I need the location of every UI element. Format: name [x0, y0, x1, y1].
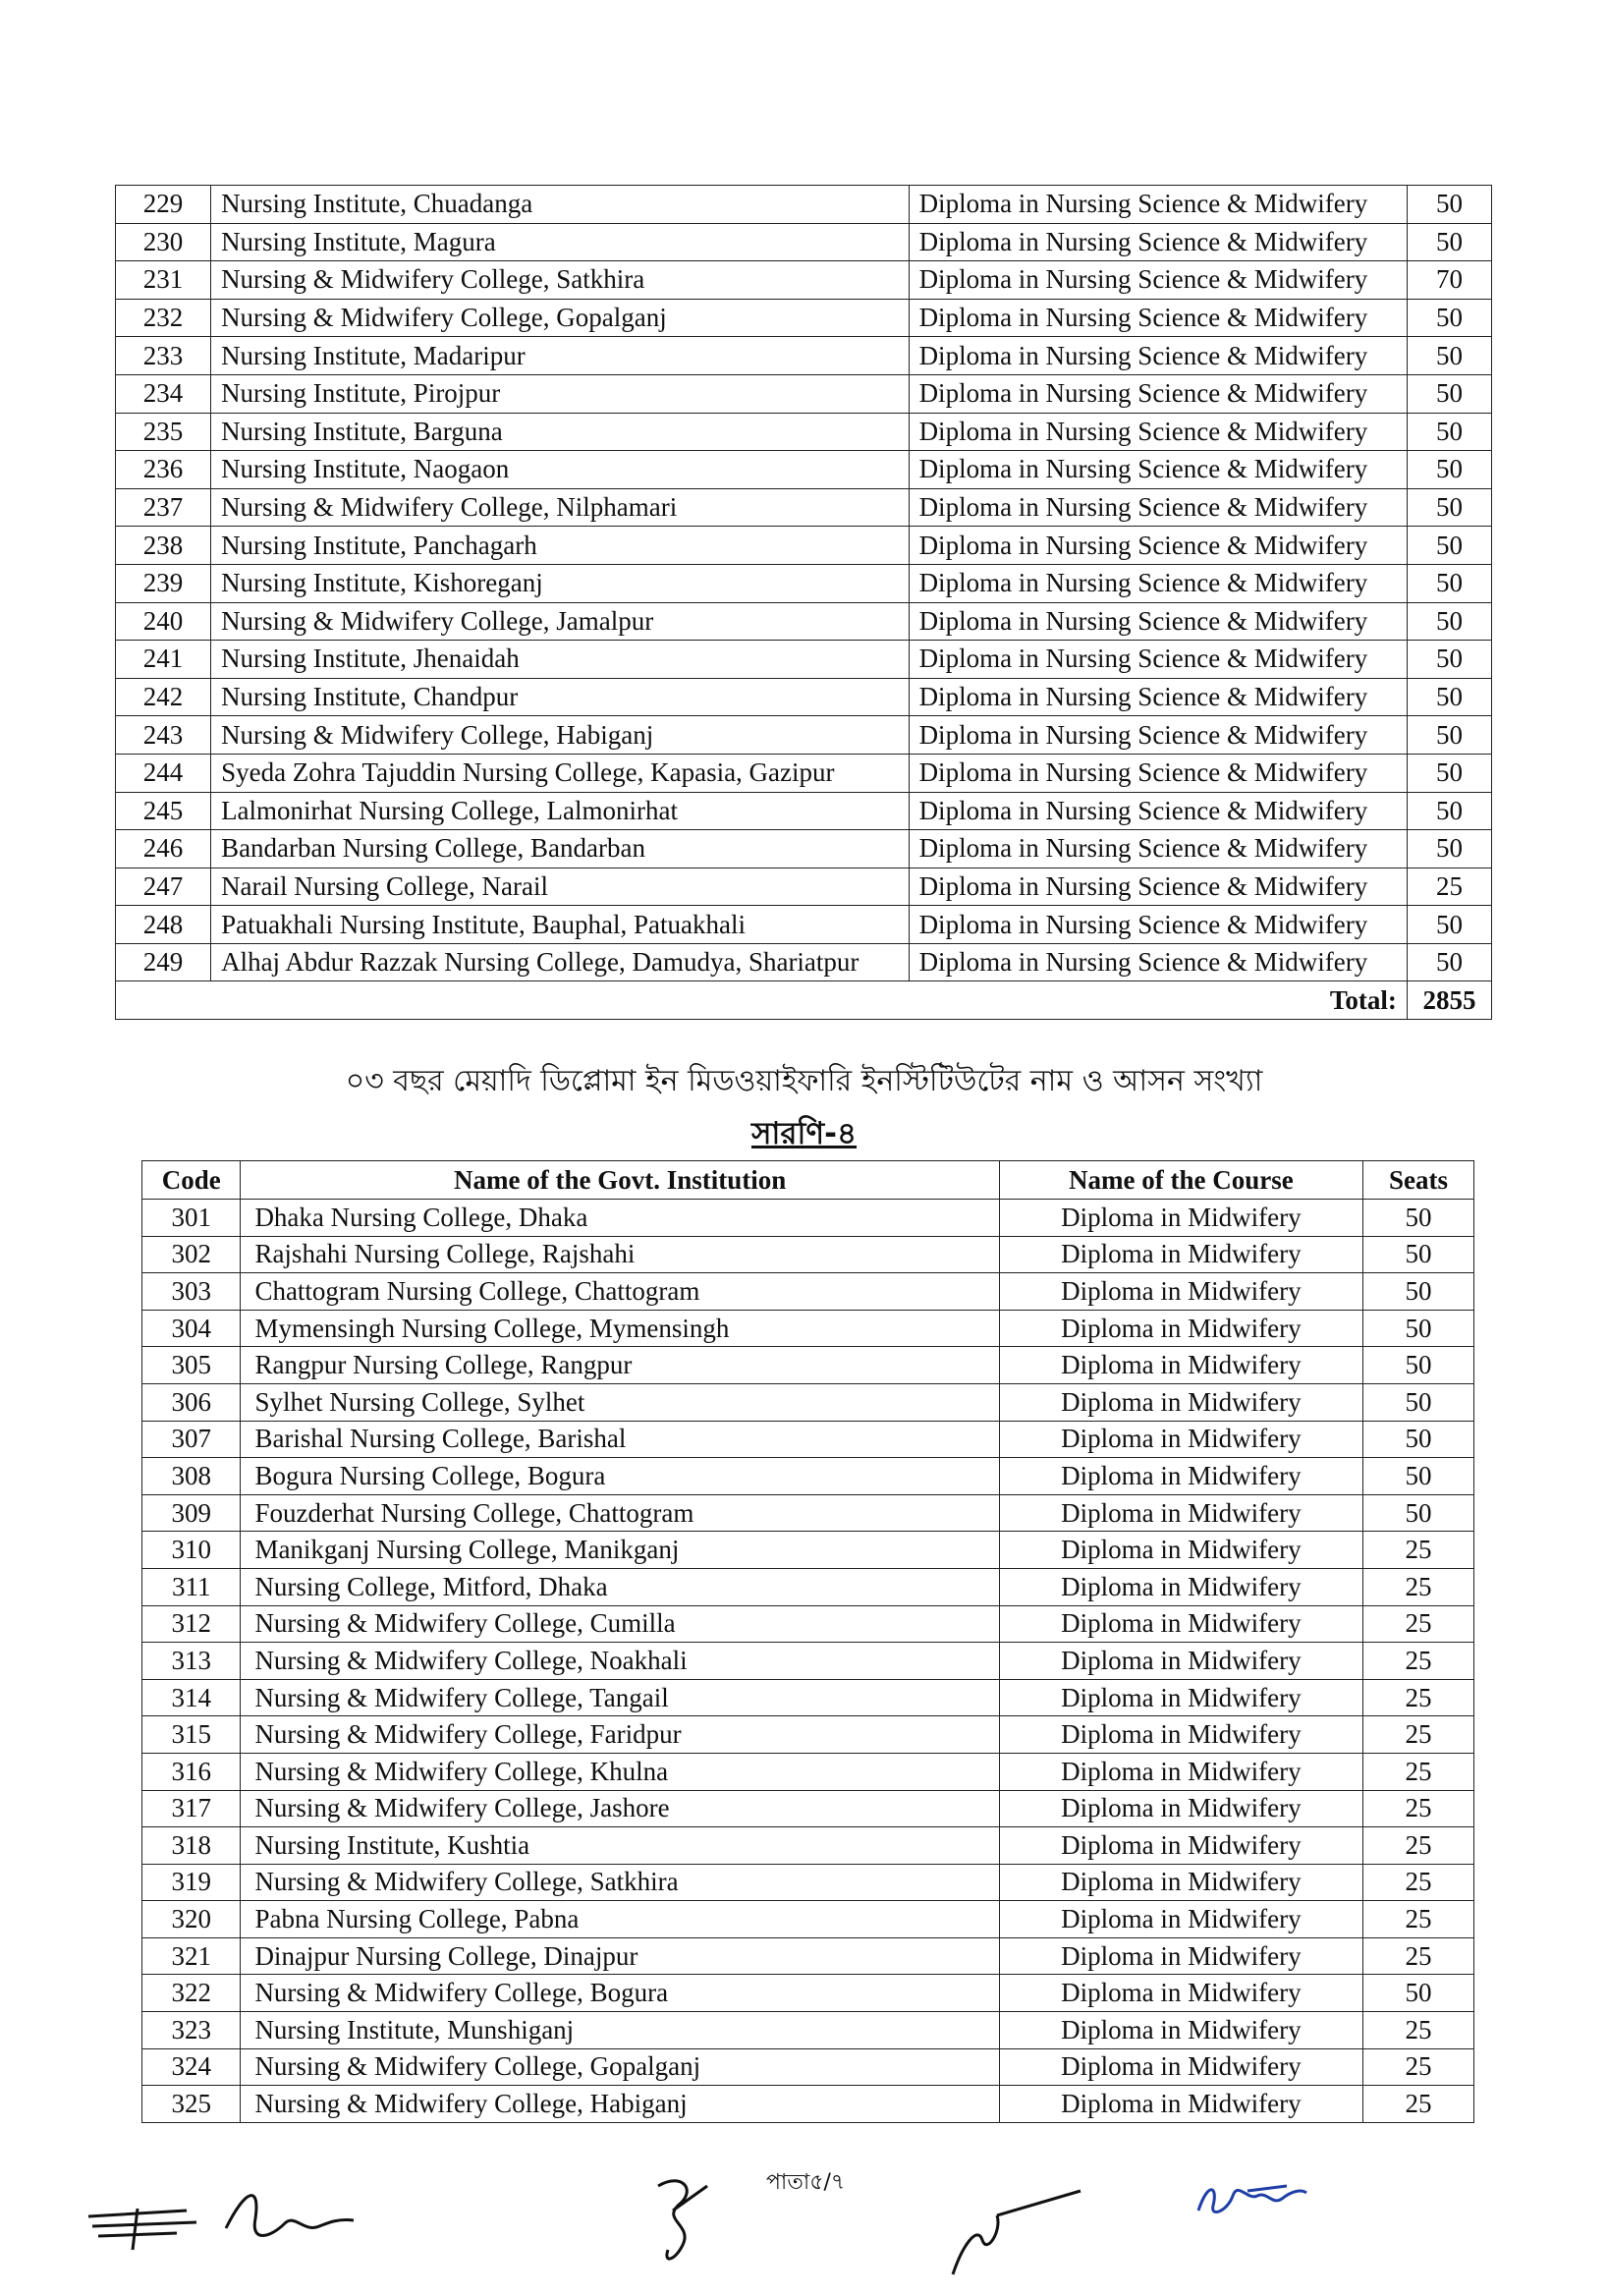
table-row: [116, 261, 1492, 300]
midwifery-institutions-table: [141, 1160, 1474, 2123]
row-course: Diploma in Midwifery: [999, 1200, 1362, 1237]
row-course: Diploma in Midwifery: [999, 1273, 1362, 1311]
row-seats: 50: [1362, 1236, 1473, 1273]
row-code: 244: [116, 754, 211, 792]
row-course: Diploma in Nursing Science & Midwifery: [909, 527, 1407, 565]
row-course: Diploma in Midwifery: [999, 1347, 1362, 1384]
row-code: 247: [116, 868, 211, 906]
table-row: [116, 641, 1492, 679]
row-course: Diploma in Nursing Science & Midwifery: [909, 564, 1407, 602]
row-institution: Nursing & Midwifery College, Gopalganj: [211, 299, 910, 337]
total-label: Total:: [116, 981, 1408, 1020]
row-seats: 25: [1362, 1864, 1473, 1901]
row-institution: Rajshahi Nursing College, Rajshahi: [241, 1236, 999, 1273]
row-course: Diploma in Midwifery: [999, 1568, 1362, 1605]
table-row: [116, 906, 1492, 944]
row-institution: Dhaka Nursing College, Dhaka: [241, 1200, 999, 1237]
row-code: 312: [142, 1605, 241, 1643]
row-seats: 25: [1407, 868, 1491, 906]
table-row: [142, 1383, 1474, 1421]
row-seats: 70: [1407, 261, 1491, 300]
row-institution: Lalmonirhat Nursing College, Lalmonirhat: [211, 792, 910, 830]
table-row: [142, 1753, 1474, 1790]
row-seats: 25: [1362, 1827, 1473, 1865]
row-course: Diploma in Midwifery: [999, 1236, 1362, 1273]
table-row: [142, 1494, 1474, 1532]
header-institution: Name of the Govt. Institution: [241, 1161, 999, 1200]
row-code: 242: [116, 678, 211, 716]
table-row: [116, 868, 1492, 906]
row-institution: Nursing & Midwifery College, Jamalpur: [211, 602, 910, 641]
row-seats: 50: [1407, 488, 1491, 527]
table-row: [116, 413, 1492, 451]
table-row: [142, 1310, 1474, 1347]
signature-1: [79, 2179, 373, 2258]
header-row: [142, 1161, 1474, 1200]
row-seats: 50: [1407, 223, 1491, 261]
row-code: 234: [116, 374, 211, 413]
table-row: [142, 1643, 1474, 1680]
row-seats: 25: [1362, 1605, 1473, 1643]
row-code: 306: [142, 1383, 241, 1421]
row-institution: Nursing Institute, Kishoreganj: [211, 564, 910, 602]
row-code: 325: [142, 2086, 241, 2123]
row-institution: Nursing & Midwifery College, Satkhira: [241, 1864, 999, 1901]
row-institution: Nursing & Midwifery College, Bogura: [241, 1975, 999, 2012]
row-course: Diploma in Midwifery: [999, 1383, 1362, 1421]
row-institution: Nursing Institute, Chuadanga: [211, 186, 910, 224]
table-row: [142, 1200, 1474, 1237]
row-course: Diploma in Nursing Science & Midwifery: [909, 337, 1407, 375]
signature-3: [943, 2186, 1090, 2284]
section-heading: ০৩ বছর মেয়াদি ডিপ্লোমা ইন মিডওয়াইফারি ইনস্টিটিউটের নাম ও আসন সংখ্যা: [345, 1064, 1263, 1098]
row-seats: 25: [1362, 1937, 1473, 1975]
row-seats: 25: [1362, 1753, 1473, 1790]
row-code: 249: [116, 943, 211, 981]
row-institution: Nursing Institute, Pirojpur: [211, 374, 910, 413]
row-code: 313: [142, 1643, 241, 1680]
table-row: [142, 2012, 1474, 2049]
row-course: Diploma in Nursing Science & Midwifery: [909, 792, 1407, 830]
table-body: [116, 186, 1492, 981]
row-seats: 50: [1362, 1273, 1473, 1311]
row-code: 316: [142, 1753, 241, 1790]
row-seats: 50: [1407, 413, 1491, 451]
table-row: [142, 1421, 1474, 1458]
table-body: [142, 1200, 1474, 2123]
table-row: [116, 374, 1492, 413]
row-course: Diploma in Midwifery: [999, 1643, 1362, 1680]
table-row: [116, 754, 1492, 792]
total-seats: 2855: [1407, 981, 1491, 1020]
page-number: পাতা৫/৭: [766, 2170, 846, 2195]
signature-4: [1189, 2171, 1316, 2230]
row-institution: Chattogram Nursing College, Chattogram: [241, 1273, 999, 1311]
row-institution: Nursing Institute, Panchagarh: [211, 527, 910, 565]
row-course: Diploma in Nursing Science & Midwifery: [909, 261, 1407, 300]
row-institution: Fouzderhat Nursing College, Chattogram: [241, 1494, 999, 1532]
row-institution: Rangpur Nursing College, Rangpur: [241, 1347, 999, 1384]
table-row: [116, 792, 1492, 830]
row-institution: Nursing College, Mitford, Dhaka: [241, 1568, 999, 1605]
row-institution: Nursing Institute, Madaripur: [211, 337, 910, 375]
row-code: 307: [142, 1421, 241, 1458]
row-institution: Nursing & Midwifery College, Cumilla: [241, 1605, 999, 1643]
row-code: 246: [116, 830, 211, 868]
row-institution: Nursing & Midwifery College, Faridpur: [241, 1716, 999, 1754]
row-course: Diploma in Midwifery: [999, 1679, 1362, 1716]
row-course: Diploma in Midwifery: [999, 1605, 1362, 1643]
row-course: Diploma in Nursing Science & Midwifery: [909, 830, 1407, 868]
row-seats: 25: [1362, 2012, 1473, 2049]
row-course: Diploma in Midwifery: [999, 1458, 1362, 1495]
table-row: [116, 488, 1492, 527]
row-institution: Nursing Institute, Kushtia: [241, 1827, 999, 1865]
table-row: [116, 830, 1492, 868]
row-institution: Nursing & Midwifery College, Tangail: [241, 1679, 999, 1716]
table-row: [142, 2048, 1474, 2086]
row-course: Diploma in Midwifery: [999, 1790, 1362, 1827]
row-seats: 50: [1407, 602, 1491, 641]
row-course: Diploma in Midwifery: [999, 2086, 1362, 2123]
row-institution: Nursing & Midwifery College, Gopalganj: [241, 2048, 999, 2086]
row-code: 305: [142, 1347, 241, 1384]
row-code: 321: [142, 1937, 241, 1975]
row-institution: Nursing & Midwifery College, Satkhira: [211, 261, 910, 300]
row-course: Diploma in Midwifery: [999, 1494, 1362, 1532]
row-institution: Nursing Institute, Barguna: [211, 413, 910, 451]
row-code: 320: [142, 1901, 241, 1938]
row-course: Diploma in Nursing Science & Midwifery: [909, 223, 1407, 261]
row-seats: 50: [1362, 1200, 1473, 1237]
institutions-table-continued: [115, 185, 1492, 1020]
row-institution: Nursing Institute, Munshiganj: [241, 2012, 999, 2049]
row-seats: 50: [1407, 527, 1491, 565]
row-seats: 50: [1407, 678, 1491, 716]
row-code: 314: [142, 1679, 241, 1716]
row-seats: 50: [1407, 792, 1491, 830]
row-course: Diploma in Nursing Science & Midwifery: [909, 678, 1407, 716]
row-institution: Dinajpur Nursing College, Dinajpur: [241, 1937, 999, 1975]
row-code: 315: [142, 1716, 241, 1754]
total-row: [116, 981, 1492, 1020]
row-code: 230: [116, 223, 211, 261]
row-seats: 50: [1407, 641, 1491, 679]
row-code: 322: [142, 1975, 241, 2012]
row-course: Diploma in Midwifery: [999, 1532, 1362, 1569]
row-seats: 50: [1407, 754, 1491, 792]
row-institution: Alhaj Abdur Razzak Nursing College, Damudya, Shariatpur: [211, 943, 910, 981]
row-course: Diploma in Nursing Science & Midwifery: [909, 186, 1407, 224]
row-institution: Nursing Institute, Magura: [211, 223, 910, 261]
row-course: Diploma in Midwifery: [999, 1864, 1362, 1901]
table-row: [116, 716, 1492, 755]
row-seats: 25: [1362, 1532, 1473, 1569]
table-row: [142, 1273, 1474, 1311]
table-row: [142, 1679, 1474, 1716]
row-seats: 25: [1362, 1716, 1473, 1754]
row-code: 317: [142, 1790, 241, 1827]
row-course: Diploma in Nursing Science & Midwifery: [909, 906, 1407, 944]
row-seats: 25: [1362, 1568, 1473, 1605]
row-code: 309: [142, 1494, 241, 1532]
table-row: [142, 1605, 1474, 1643]
table-row: [116, 186, 1492, 224]
row-seats: 50: [1407, 299, 1491, 337]
row-seats: 50: [1407, 830, 1491, 868]
row-course: Diploma in Midwifery: [999, 1937, 1362, 1975]
row-code: 324: [142, 2048, 241, 2086]
row-course: Diploma in Nursing Science & Midwifery: [909, 374, 1407, 413]
row-code: 323: [142, 2012, 241, 2049]
table-row: [142, 1937, 1474, 1975]
row-code: 245: [116, 792, 211, 830]
row-course: Diploma in Midwifery: [999, 1753, 1362, 1790]
row-course: Diploma in Midwifery: [999, 1901, 1362, 1938]
row-course: Diploma in Midwifery: [999, 1975, 1362, 2012]
row-institution: Bogura Nursing College, Bogura: [241, 1458, 999, 1495]
row-code: 310: [142, 1532, 241, 1569]
row-institution: Nursing Institute, Chandpur: [211, 678, 910, 716]
row-institution: Nursing & Midwifery College, Khulna: [241, 1753, 999, 1790]
row-course: Diploma in Nursing Science & Midwifery: [909, 641, 1407, 679]
table-row: [142, 1568, 1474, 1605]
table-row: [116, 337, 1492, 375]
table-row: [142, 1236, 1474, 1273]
table-row: [116, 299, 1492, 337]
row-course: Diploma in Midwifery: [999, 1421, 1362, 1458]
table-row: [116, 564, 1492, 602]
table-row: [142, 1458, 1474, 1495]
row-code: 240: [116, 602, 211, 641]
table-row: [142, 1347, 1474, 1384]
row-institution: Mymensingh Nursing College, Mymensingh: [241, 1310, 999, 1347]
row-seats: 25: [1362, 1790, 1473, 1827]
table-row: [116, 527, 1492, 565]
row-institution: Narail Nursing College, Narail: [211, 868, 910, 906]
row-institution: Patuakhali Nursing Institute, Bauphal, Patuakhali: [211, 906, 910, 944]
row-seats: 50: [1362, 1347, 1473, 1384]
row-seats: 25: [1362, 1901, 1473, 1938]
row-course: Diploma in Nursing Science & Midwifery: [909, 299, 1407, 337]
row-course: Diploma in Midwifery: [999, 1716, 1362, 1754]
row-course: Diploma in Midwifery: [999, 1310, 1362, 1347]
row-seats: 50: [1407, 564, 1491, 602]
row-institution: Nursing Institute, Naogaon: [211, 451, 910, 489]
row-seats: 50: [1407, 906, 1491, 944]
row-code: 236: [116, 451, 211, 489]
row-code: 301: [142, 1200, 241, 1237]
table-row: [142, 1975, 1474, 2012]
row-course: Diploma in Nursing Science & Midwifery: [909, 451, 1407, 489]
table-row: [116, 223, 1492, 261]
header-code: Code: [142, 1161, 241, 1200]
table-row: [142, 1716, 1474, 1754]
row-seats: 50: [1362, 1383, 1473, 1421]
row-code: 241: [116, 641, 211, 679]
row-code: 243: [116, 716, 211, 755]
row-code: 248: [116, 906, 211, 944]
table-row: [142, 1901, 1474, 1938]
row-code: 232: [116, 299, 211, 337]
row-institution: Pabna Nursing College, Pabna: [241, 1901, 999, 1938]
row-code: 231: [116, 261, 211, 300]
row-institution: Bandarban Nursing College, Bandarban: [211, 830, 910, 868]
header-course: Name of the Course: [999, 1161, 1362, 1200]
row-course: Diploma in Midwifery: [999, 2048, 1362, 2086]
row-code: 318: [142, 1827, 241, 1865]
row-seats: 50: [1407, 374, 1491, 413]
row-seats: 50: [1407, 943, 1491, 981]
table-row: [142, 1790, 1474, 1827]
row-institution: Nursing & Midwifery College, Habiganj: [241, 2086, 999, 2123]
row-course: Diploma in Nursing Science & Midwifery: [909, 602, 1407, 641]
row-seats: 50: [1407, 716, 1491, 755]
row-seats: 50: [1407, 337, 1491, 375]
row-course: Diploma in Midwifery: [999, 1827, 1362, 1865]
header-seats: Seats: [1362, 1161, 1473, 1200]
row-seats: 25: [1362, 2048, 1473, 2086]
row-seats: 50: [1362, 1458, 1473, 1495]
table-label: সারণি-৪: [750, 1116, 858, 1151]
row-seats: 50: [1362, 1975, 1473, 2012]
row-code: 238: [116, 527, 211, 565]
table-row: [116, 451, 1492, 489]
table-row: [142, 1532, 1474, 1569]
row-institution: Nursing & Midwifery College, Jashore: [241, 1790, 999, 1827]
row-code: 303: [142, 1273, 241, 1311]
row-institution: Nursing & Midwifery College, Habiganj: [211, 716, 910, 755]
row-course: Diploma in Nursing Science & Midwifery: [909, 413, 1407, 451]
row-seats: 50: [1407, 186, 1491, 224]
table-row: [142, 1827, 1474, 1865]
row-institution: Syeda Zohra Tajuddin Nursing College, Kapasia, Gazipur: [211, 754, 910, 792]
row-code: 302: [142, 1236, 241, 1273]
row-institution: Barishal Nursing College, Barishal: [241, 1421, 999, 1458]
row-institution: Manikganj Nursing College, Manikganj: [241, 1532, 999, 1569]
row-seats: 25: [1362, 2086, 1473, 2123]
row-institution: Sylhet Nursing College, Sylhet: [241, 1383, 999, 1421]
row-code: 235: [116, 413, 211, 451]
row-seats: 50: [1362, 1310, 1473, 1347]
row-code: 233: [116, 337, 211, 375]
row-code: 308: [142, 1458, 241, 1495]
row-seats: 50: [1407, 451, 1491, 489]
row-course: Diploma in Midwifery: [999, 2012, 1362, 2049]
row-institution: Nursing Institute, Jhenaidah: [211, 641, 910, 679]
row-code: 311: [142, 1568, 241, 1605]
row-seats: 25: [1362, 1679, 1473, 1716]
row-course: Diploma in Nursing Science & Midwifery: [909, 943, 1407, 981]
row-seats: 25: [1362, 1643, 1473, 1680]
table-row: [116, 678, 1492, 716]
table-row: [116, 602, 1492, 641]
row-code: 239: [116, 564, 211, 602]
row-course: Diploma in Nursing Science & Midwifery: [909, 868, 1407, 906]
row-course: Diploma in Nursing Science & Midwifery: [909, 754, 1407, 792]
row-code: 304: [142, 1310, 241, 1347]
signature-2: [638, 2166, 727, 2274]
row-code: 319: [142, 1864, 241, 1901]
table-row: [116, 943, 1492, 981]
row-code: 229: [116, 186, 211, 224]
row-course: Diploma in Nursing Science & Midwifery: [909, 716, 1407, 755]
row-institution: Nursing & Midwifery College, Nilphamari: [211, 488, 910, 527]
row-institution: Nursing & Midwifery College, Noakhali: [241, 1643, 999, 1680]
row-seats: 50: [1362, 1421, 1473, 1458]
row-code: 237: [116, 488, 211, 527]
row-seats: 50: [1362, 1494, 1473, 1532]
row-course: Diploma in Nursing Science & Midwifery: [909, 488, 1407, 527]
table-row: [142, 2086, 1474, 2123]
table-row: [142, 1864, 1474, 1901]
